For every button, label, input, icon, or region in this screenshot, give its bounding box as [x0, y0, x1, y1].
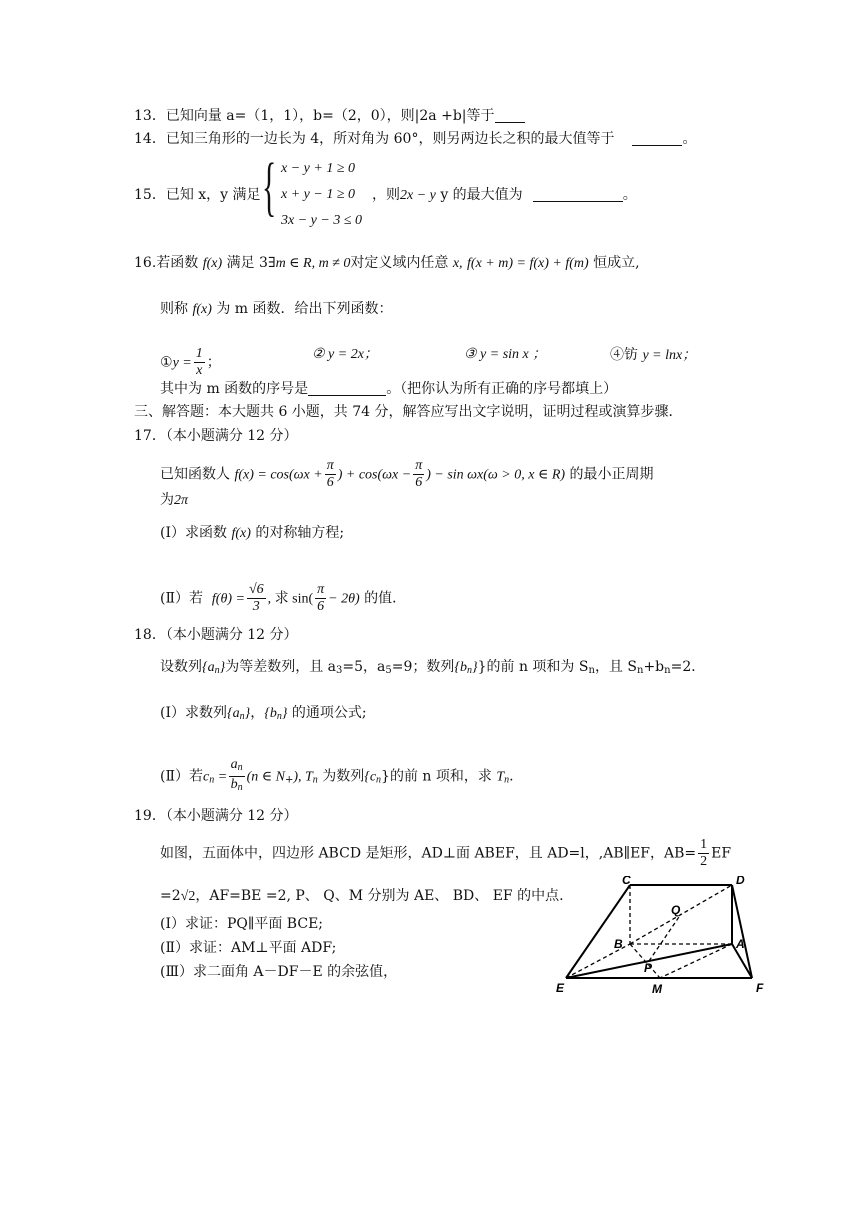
label-c: C: [622, 876, 631, 887]
fraction: [315, 582, 326, 615]
question-text: 若函数: [156, 255, 199, 271]
option-marker: ①: [160, 354, 173, 371]
question-text: 。（把你认为所有正确的序号都填上）: [386, 381, 618, 397]
question-text: 设数列: [160, 659, 202, 675]
question-text: 的最小正周期: [569, 466, 654, 483]
edge-ce: [566, 885, 630, 978]
question-14: [134, 130, 696, 148]
denominator: x: [196, 363, 203, 378]
question-text: 的通项公式;: [291, 705, 367, 721]
question-18-part-2: [160, 757, 514, 796]
subscript: n: [237, 762, 243, 773]
subscript: n: [312, 774, 318, 786]
question-text: 已知向量 a=（1，1），b=（2，0），则|2a +b|等于: [165, 108, 495, 124]
math-expression: }: [219, 660, 226, 675]
question-text: =2: [160, 888, 181, 904]
question-text: 为等差数列，且 a: [225, 659, 337, 675]
math-expression: − 2θ): [328, 591, 360, 607]
question-text: 则称: [160, 301, 188, 317]
math-expression: √2: [180, 889, 196, 904]
subscript: 3: [336, 665, 343, 676]
math-expression: f(x + m) = f(x) + f(m): [467, 256, 589, 271]
question-text: (Ⅱ）若: [160, 768, 203, 785]
answer-blank: [632, 131, 682, 146]
answer-blank: [495, 108, 525, 123]
question-text: 为数列: [322, 768, 365, 785]
answer-blank: [533, 187, 623, 202]
question-13: [134, 107, 525, 125]
label-q: Q: [671, 903, 681, 917]
pentahedron-figure: [556, 876, 776, 996]
math-expression: ∃m ∈ R, m ≠ 0: [267, 256, 351, 271]
question-15: [134, 186, 261, 204]
label-e: E: [556, 981, 565, 995]
option-4: [610, 346, 696, 365]
math-expression: }: [244, 706, 251, 721]
option-3: ③ y = sin x ；: [464, 347, 547, 362]
subscript: n: [209, 774, 215, 786]
math-expression: f(x): [192, 302, 212, 317]
numerator: π: [415, 458, 423, 473]
subscript: +: [284, 774, 294, 786]
denominator: 6: [326, 475, 334, 490]
math-expression: =: [218, 769, 227, 785]
question-text: y 的最大值为: [435, 187, 523, 203]
question-number: 15．: [134, 187, 166, 203]
math-expression: , 求 sin(: [267, 591, 314, 607]
question-text: +b: [643, 659, 665, 675]
edge-df: [732, 885, 752, 978]
math-expression: ) − sin ωx(ω > 0, x ∈ R): [426, 467, 566, 483]
question-text: ，且 S: [594, 659, 637, 675]
question-text: 如图，五面体中，四边形 ABCD 是矩形，AD⊥面 ABEF，且 AD=l，,AB∥EF，AB=: [160, 845, 697, 862]
question-text: 为: [160, 492, 174, 508]
option-2: ② y = 2x；: [312, 347, 378, 362]
subscript: n: [376, 774, 382, 786]
denominator: 6: [317, 599, 325, 614]
punctuation: 。: [622, 187, 637, 203]
section-heading: 三、解答题：本大题共 6 小题，共 74 分，解答应写出文字说明，证明过程或演算步骤．: [134, 404, 683, 420]
option-1: [160, 346, 221, 379]
question-18-part-1: [160, 704, 367, 726]
question-text: 的值．: [364, 590, 407, 607]
question-number: 14．: [134, 131, 166, 147]
question-17-line-1: [160, 458, 654, 491]
math-expression: }: [281, 706, 288, 721]
fraction: [325, 458, 336, 491]
math-expression: {b: [454, 660, 467, 675]
punctuation: .: [509, 768, 514, 785]
inequality-2: x + y − 1 ≥ 0: [281, 187, 356, 202]
question-text: ，: [250, 705, 265, 721]
fraction: [229, 757, 245, 796]
math-expression: 2x − y: [400, 188, 436, 203]
question-text: (I）求函数: [160, 525, 227, 541]
subscript: n: [504, 774, 510, 786]
numerator: [229, 757, 245, 777]
question-16-line-2: [160, 300, 393, 319]
question-19-part-1: (I）求证：PQ∥平面 BCE;: [160, 916, 324, 932]
question-18-heading: 18．（本小题满分 12 分）: [134, 627, 298, 643]
option-marker: ④钫: [610, 347, 638, 363]
denominator: 2: [700, 854, 708, 869]
question-text: ，则: [372, 187, 400, 203]
label-p: P: [644, 961, 653, 975]
question-16-line-1: [134, 254, 640, 273]
question-text: }的前 n 项和，求: [381, 768, 492, 785]
question-text: (Ⅱ）若: [160, 590, 203, 607]
label-b: B: [614, 937, 623, 951]
subscript: n: [214, 665, 220, 676]
segment-pq: [649, 914, 681, 961]
fraction: [413, 458, 424, 491]
question-number: 16.: [134, 255, 157, 271]
math-expression: f(x): [231, 526, 251, 541]
question-15-tail: [372, 186, 637, 205]
subscript: n: [276, 711, 282, 722]
math-expression: f(x) = cos(ωx +: [234, 467, 323, 483]
math-expression: 2π: [174, 493, 189, 508]
question-text: 已知三角形的一边长为 4，所对角为 60°，则另两边长之积的最大值等于: [165, 131, 615, 147]
math-expression: y =: [172, 355, 192, 371]
edge-am: [660, 944, 732, 978]
question-19-line-2: [160, 887, 564, 906]
math-expression: f(x): [202, 256, 223, 271]
math-expression: T: [496, 769, 505, 785]
fraction: [247, 582, 266, 615]
fraction: [194, 346, 205, 379]
question-18-line-1: [160, 658, 705, 680]
subscript: n: [467, 665, 472, 676]
numerator: π: [317, 582, 325, 597]
math-expression: (n ∈ N: [246, 769, 285, 785]
question-17-heading: 17．（本小题满分 12 分）: [134, 428, 298, 444]
question-text: 的对称轴方程;: [255, 525, 345, 541]
math-expression: y = lnx；: [642, 348, 697, 363]
math-expression: c: [202, 769, 210, 785]
inequality-3: 3x − y − 3 ≤ 0: [281, 213, 363, 228]
question-text: EF: [711, 845, 732, 862]
question-17-part-2: [160, 582, 406, 615]
system-brace: {: [262, 150, 277, 223]
math-expression: f(θ) =: [211, 591, 245, 607]
question-16-line-4: [160, 380, 617, 398]
math-expression: ), T: [293, 769, 313, 785]
numerator: 1: [700, 837, 708, 852]
denominator: 6: [415, 475, 423, 490]
question-text: 已知函数人: [160, 466, 230, 483]
subscript: n: [239, 711, 245, 722]
question-text: 对定义域内任意: [350, 255, 449, 271]
math-expression: ) + cos(ωx −: [337, 467, 412, 483]
subscript: n: [237, 782, 243, 793]
inequality-1: x − y + 1 ≥ 0: [281, 161, 356, 176]
math-expression: }: [472, 660, 478, 675]
question-text: 满足 3: [226, 255, 268, 271]
subscript: 5: [385, 665, 392, 676]
label-d: D: [736, 876, 745, 887]
question-19-heading: 19．（本小题满分 12 分）: [134, 808, 298, 824]
question-text: 为 m 函数．给出下列函数：: [216, 301, 393, 317]
denominator: 3: [252, 599, 260, 614]
math-expression: {a: [227, 706, 240, 721]
math-expression: {c: [364, 769, 377, 785]
denominator-text: b: [230, 777, 238, 792]
question-19-line-1: [160, 837, 731, 870]
question-number: 13．: [134, 108, 166, 124]
subscript: n: [664, 665, 671, 676]
question-text: =5，a: [342, 659, 386, 675]
question-text: (I）求数列: [160, 705, 227, 721]
question-text: =2．: [670, 659, 706, 675]
numerator: π: [326, 458, 334, 473]
question-19-part-3: (Ⅲ）求二面角 A－DF－E 的余弦值，: [160, 964, 398, 980]
numerator: √6: [248, 582, 264, 597]
answer-blank: [308, 381, 386, 396]
denominator: [229, 777, 245, 796]
punctuation: ；: [206, 354, 221, 371]
question-text: 已知 x，y 满足: [165, 187, 261, 203]
question-17-line-2: [160, 491, 188, 510]
question-text: ，AF=BE =2, P、 Q、M 分别为 AE、 BD、 EF 的中点.: [195, 888, 564, 904]
question-text: 恒成立,: [593, 255, 640, 271]
question-text: }的前 n 项和为 S: [477, 659, 589, 675]
numerator: 1: [195, 346, 203, 361]
label-m: M: [652, 982, 662, 996]
question-text: 其中为 m 函数的序号是: [160, 381, 309, 397]
label-f: F: [756, 981, 764, 995]
punctuation: 。: [682, 131, 697, 147]
math-expression: {b: [264, 706, 277, 721]
numerator-text: a: [230, 757, 238, 772]
math-expression: {a: [202, 660, 215, 675]
question-17-part-1: [160, 524, 344, 543]
question-19-part-2: (Ⅱ）求证：AM⊥平面 ADF;: [160, 940, 337, 956]
question-text: =9；数列: [391, 659, 455, 675]
subscript: n: [588, 665, 595, 676]
math-expression: x,: [452, 256, 463, 271]
subscript: n: [636, 665, 644, 676]
label-a: A: [736, 937, 745, 951]
fraction: [698, 837, 709, 870]
